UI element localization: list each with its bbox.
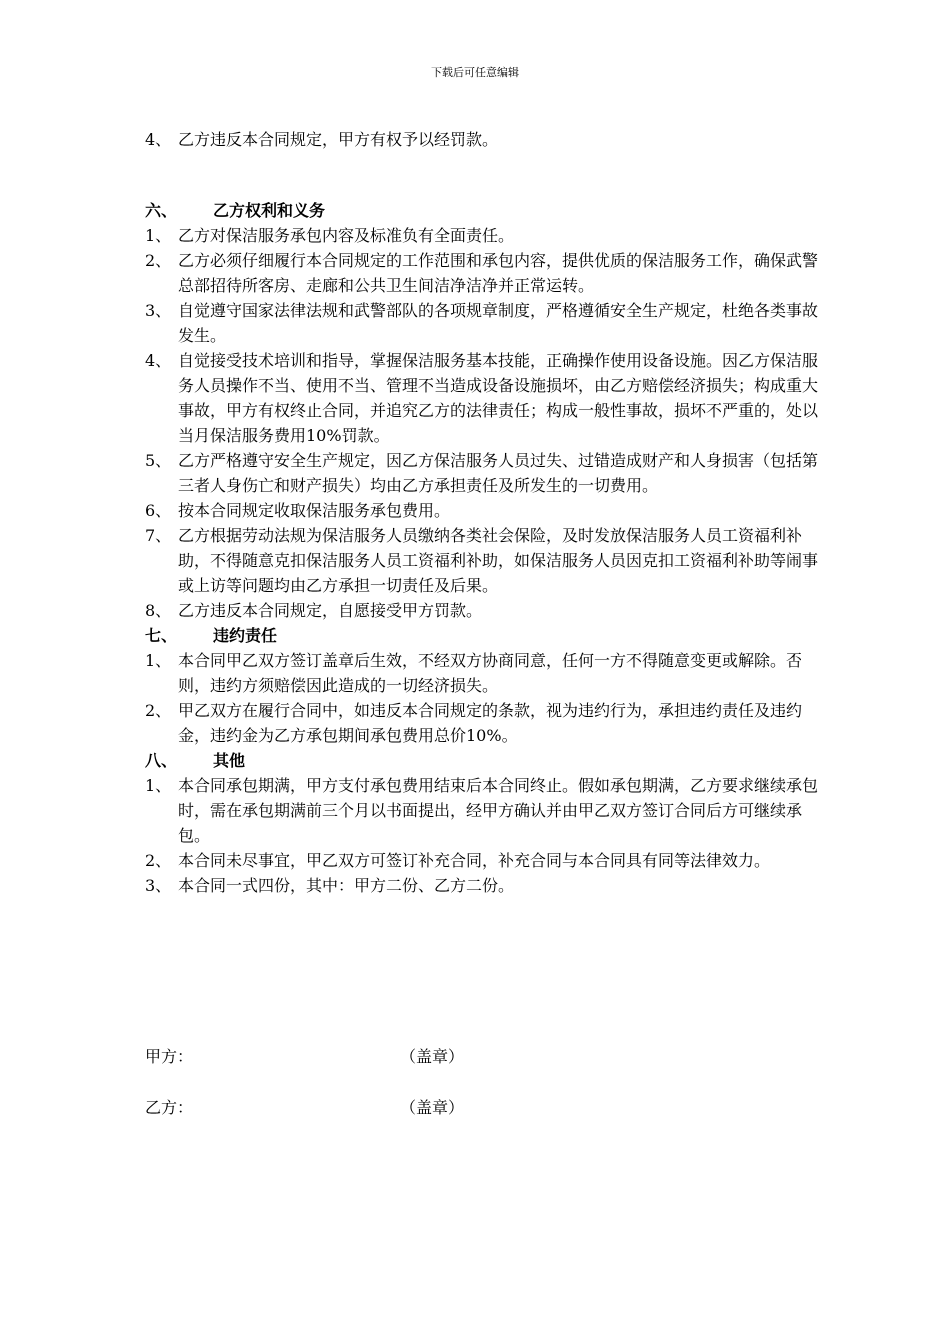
clause-7-2	[145, 698, 825, 748]
section-number: 六、	[145, 201, 178, 220]
clause-number: 8、	[145, 601, 172, 620]
clause-text: 自觉接受技术培训和指导，掌握保洁服务基本技能，正确操作使用设备设施。因乙方保洁服务人员操作不当、使用不当、管理不当造成设备设施损坏，由乙方赔偿经济损失；构成重大事故，甲方有权终止合同，并追究乙方的法律责任；构成一般性事故，损坏不严重的，处以当月保洁服务费用10%罚款。	[178, 351, 819, 445]
clause-text: 本合同甲乙双方签订盖章后生效，不经双方协商同意，任何一方不得随意变更或解除。否则，违约方须赔偿因此造成的一切经济损失。	[178, 651, 803, 695]
clause-text: 乙方违反本合同规定，甲方有权予以经罚款。	[178, 130, 499, 149]
clause-text: 乙方根据劳动法规为保洁服务人员缴纳各类社会保险，及时发放保洁服务人员工资福利补助，不得随意克扣保洁服务人员工资福利补助，如保洁服务人员因克扣工资福利补助等闹事或上访等问题均由乙方承担一切责任及后果。	[178, 526, 819, 595]
clause-number: 3、	[145, 876, 172, 895]
clause-text: 自觉遵守国家法律法规和武警部队的各项规章制度，严格遵循安全生产规定，杜绝各类事故发生。	[178, 301, 819, 345]
clause-number: 4、	[145, 351, 172, 370]
clause-6-7	[145, 523, 825, 598]
section-number: 八、	[145, 751, 178, 770]
section-heading-6	[145, 198, 825, 223]
section-heading-7	[145, 623, 825, 648]
clause-number: 2、	[145, 251, 172, 270]
clause-number: 4、	[145, 130, 172, 149]
section-number: 七、	[145, 626, 178, 645]
clause-number: 1、	[145, 651, 172, 670]
clause-number: 6、	[145, 501, 172, 520]
section-title: 其他	[213, 751, 246, 770]
intro-clause	[145, 127, 825, 152]
signature-party-a	[145, 1044, 545, 1069]
clause-8-1	[145, 773, 825, 848]
clause-text: 本合同承包期满，甲方支付承包费用结束后本合同终止。假如承包期满，乙方要求继续承包时，需在承包期满前三个月以书面提出，经甲方确认并由甲乙双方签订合同后方可继续承包。	[178, 776, 819, 845]
clause-6-2	[145, 248, 825, 298]
clause-number: 5、	[145, 451, 172, 470]
party-label: 甲方：	[145, 1047, 194, 1066]
clause-number: 2、	[145, 851, 172, 870]
clause-6-4	[145, 348, 825, 448]
section-heading-8	[145, 748, 825, 773]
clause-text: 本合同一式四份，其中：甲方二份、乙方二份。	[178, 876, 515, 895]
clause-text: 本合同未尽事宜，甲乙双方可签订补充合同，补充合同与本合同具有同等法律效力。	[178, 851, 771, 870]
clause-6-6	[145, 498, 825, 523]
page-header: 下载后可任意编辑	[431, 66, 519, 79]
seal-label: （盖章）	[400, 1098, 465, 1117]
clause-8-3	[145, 873, 825, 898]
clause-number: 3、	[145, 301, 172, 320]
clause-7-1	[145, 648, 825, 698]
clause-number: 2、	[145, 701, 172, 720]
clause-6-1	[145, 223, 825, 248]
clause-text: 乙方违反本合同规定，自愿接受甲方罚款。	[178, 601, 483, 620]
clause-6-8	[145, 598, 825, 623]
clause-number: 1、	[145, 776, 172, 795]
clause-text: 乙方必须仔细履行本合同规定的工作范围和承包内容，提供优质的保洁服务工作，确保武警总部招待所客房、走廊和公共卫生间洁净洁净并正常运转。	[178, 251, 819, 295]
contract-body	[145, 127, 825, 898]
section-title: 乙方权利和义务	[213, 201, 326, 220]
clause-text: 乙方严格遵守安全生产规定，因乙方保洁服务人员过失、过错造成财产和人身损害（包括第三者人身伤亡和财产损失）均由乙方承担责任及所发生的一切费用。	[178, 451, 819, 495]
clause-text: 按本合同规定收取保洁服务承包费用。	[178, 501, 451, 520]
clause-6-5	[145, 448, 825, 498]
clause-8-2	[145, 848, 825, 873]
party-label: 乙方：	[145, 1098, 194, 1117]
section-title: 违约责任	[213, 626, 278, 645]
clause-6-3	[145, 298, 825, 348]
clause-text: 甲乙双方在履行合同中，如违反本合同规定的条款，视为违约行为，承担违约责任及违约金，违约金为乙方承包期间承包费用总价10%。	[178, 701, 803, 745]
clause-number: 1、	[145, 226, 172, 245]
clause-number: 7、	[145, 526, 172, 545]
seal-label: （盖章）	[400, 1047, 465, 1066]
signature-party-b	[145, 1095, 545, 1120]
clause-text: 乙方对保洁服务承包内容及标准负有全面责任。	[178, 226, 515, 245]
